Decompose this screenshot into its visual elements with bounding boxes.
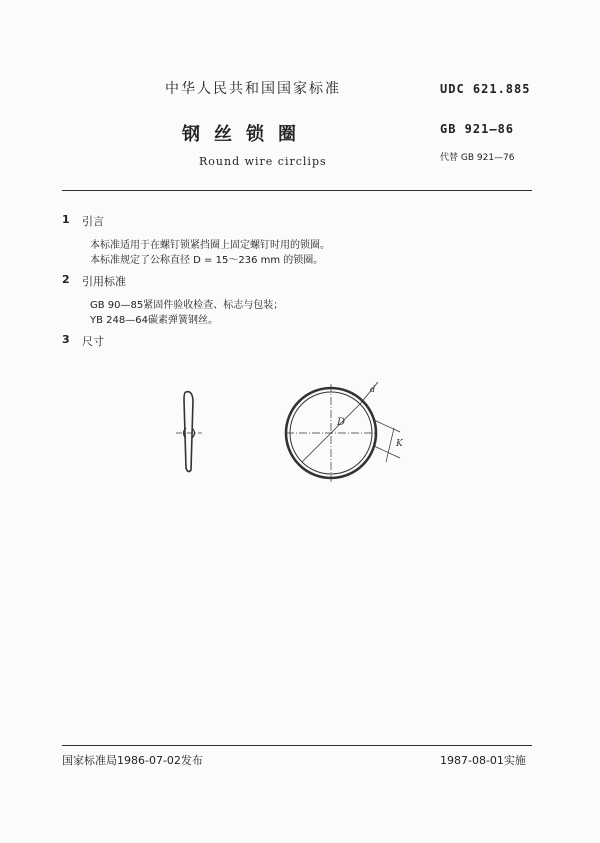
gb-number: GB 921—86 — [440, 122, 515, 136]
diameter-label: D — [337, 417, 346, 428]
issued-date: 国家标准局1986-07-02发布 — [62, 754, 203, 767]
footer-divider — [62, 745, 532, 746]
section-1-line-2: 本标准规定了公称直径 D = 15～236 mm 的锁圈。 — [90, 255, 324, 266]
section-1-title: 引言 — [82, 215, 104, 228]
document-title: 钢丝锁圈 — [182, 124, 310, 145]
section-3-title: 尺寸 — [82, 335, 104, 348]
national-standard-heading: 中华人民共和国国家标准 — [165, 81, 341, 97]
circlip-side-view — [176, 392, 202, 472]
section-1-number: 1 — [62, 213, 70, 226]
replaces-note: 代替 GB 921—76 — [440, 153, 515, 163]
section-2-title: 引用标准 — [82, 275, 126, 288]
k-dimension-label: K — [396, 439, 403, 449]
english-title: Round wire circlips — [199, 155, 327, 168]
wire-diameter-label: d — [370, 385, 376, 394]
implementation-date: 1987-08-01实施 — [440, 754, 526, 767]
section-2-line-2: YB 248—64碳素弹簧钢丝。 — [90, 315, 218, 326]
circlip-front-view — [286, 382, 400, 482]
udc-code: UDC 621.885 — [440, 82, 531, 96]
section-1-line-1: 本标准适用于在螺钉锁紧挡圈上固定螺钉时用的锁圈。 — [90, 240, 330, 251]
section-2-line-1: GB 90—85紧固件验收检查、标志与包装； — [90, 300, 284, 311]
section-2-number: 2 — [62, 273, 70, 286]
section-3-number: 3 — [62, 333, 70, 346]
